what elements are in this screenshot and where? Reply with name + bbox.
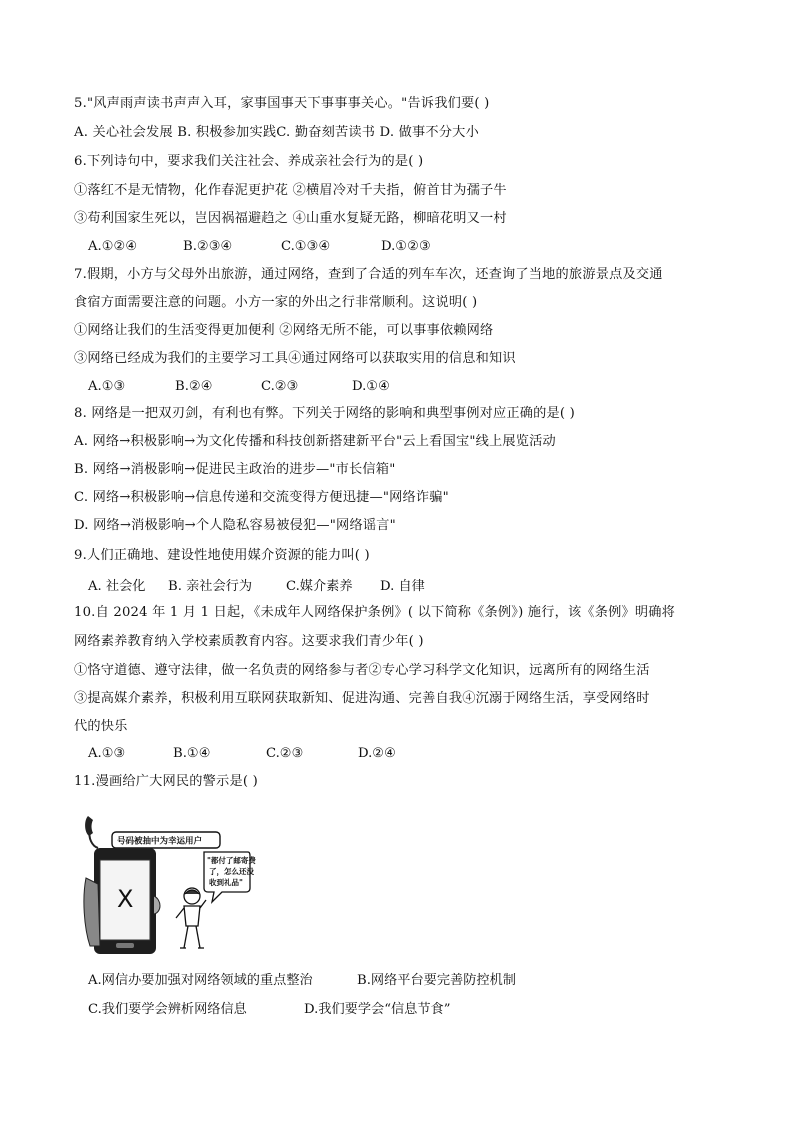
q8-stem: 8. 网络是一把双刃剑，有利也有弊。下列关于网络的影响和典型事例对应正确的是( ) bbox=[74, 406, 576, 421]
q8-option-c: C. 网络→积极影响→信息传递和交流变得方便迅捷—"网络诈骗" bbox=[74, 490, 449, 505]
q10-stem-2: 网络素养教育纳入学校素质教育内容。这要求我们青少年( ) bbox=[74, 634, 424, 649]
q9-option-a: A. 社会化 bbox=[88, 579, 146, 594]
q10-statements-2: ③提高媒介素养，积极利用互联网获取新知、促进沟通、完善自我④沉溺于网络生活，享受网络时 bbox=[74, 691, 650, 706]
q9-option-b: B. 亲社会行为 bbox=[168, 579, 253, 594]
q5-stem: 5."风声雨声读书声声入耳，家事国事天下事事事关心。"告诉我们要( ) bbox=[74, 96, 490, 111]
q10-stem-1: 10.自 2024 年 1 月 1 日起，《未成年人网络保护条例》( 以下简称《条例》) 施行，该《条例》明确将 bbox=[74, 605, 676, 620]
q10-statements-1: ①恪守道德、遵守法律，做一名负责的网络参与者②专心学习科学文化知识，远离所有的网络生活 bbox=[74, 663, 650, 678]
q6-statements-1: ①落红不是无情物，化作春泥更护花 ②横眉冷对千夫指，俯首甘为孺子牛 bbox=[74, 183, 507, 198]
q11-option-d: D.我们要学会“信息节食” bbox=[304, 1002, 451, 1017]
q11-option-c: C.我们要学会辨析网络信息 bbox=[88, 1002, 247, 1017]
q11-stem: 11.漫画给广大网民的警示是( ) bbox=[74, 774, 258, 789]
person-figure bbox=[176, 888, 206, 948]
q9-option-c: C.媒介素养 bbox=[286, 579, 353, 594]
q6-statements-2: ③苟利国家生死以，岂因祸福避趋之 ④山重水复疑无路，柳暗花明又一村 bbox=[74, 211, 507, 226]
q10-option-a: A.①③ bbox=[88, 746, 126, 761]
q6-option-d: D.①②③ bbox=[381, 239, 431, 254]
q8-option-b: B. 网络→消极影响→促进民主政治的进步—"市长信箱" bbox=[74, 462, 396, 477]
q8-option-a: A. 网络→积极影响→为文化传播和科技创新搭建新平台"云上看国宝"线上展览活动 bbox=[74, 434, 556, 449]
q6-option-b: B.②③④ bbox=[183, 239, 233, 254]
q7-option-c: C.②③ bbox=[261, 379, 299, 394]
q6-option-c: C.①③④ bbox=[281, 239, 331, 254]
q9-option-d: D. 自律 bbox=[380, 579, 425, 594]
screen-x-mark: X bbox=[117, 885, 134, 913]
q7-option-a: A.①③ bbox=[88, 379, 126, 394]
q10-statements-3: 代的快乐 bbox=[74, 719, 128, 734]
q11-option-a: A.网信办要加强对网络领域的重点整治 bbox=[88, 973, 313, 988]
q11-option-b: B.网络平台要完善防控机制 bbox=[357, 973, 516, 988]
q7-statements-1: ①网络让我们的生活变得更加便利 ②网络无所不能，可以事事依赖网络 bbox=[74, 323, 494, 338]
q7-stem-1: 7.假期，小方与父母外出旅游，通过网络，查到了合适的列车车次，还查询了当地的旅游景点及交通 bbox=[74, 267, 663, 282]
q8-option-d: D. 网络→消极影响→个人隐私容易被侵犯—"网络谣言" bbox=[74, 518, 396, 533]
cartoon-image bbox=[80, 808, 256, 958]
telephone-icon bbox=[85, 816, 98, 848]
q6-option-a: A.①②④ bbox=[88, 239, 138, 254]
q10-option-c: C.②③ bbox=[266, 746, 304, 761]
q6-stem: 6.下列诗句中，要求我们关注社会、养成亲社会行为的是( ) bbox=[74, 154, 424, 169]
q7-option-d: D.①④ bbox=[352, 379, 390, 394]
banner-text: 号码被抽中为幸运用户 bbox=[117, 836, 203, 847]
speech-line-1: "都付了邮寄费 bbox=[207, 856, 256, 865]
q10-option-b: B.①④ bbox=[173, 746, 211, 761]
speech-line-3: 收到礼品" bbox=[209, 878, 243, 887]
speech-line-2: 了，怎么还没 bbox=[209, 867, 254, 876]
q5-options: A. 关心社会发展 B. 积极参加实践C. 勤奋刻苦读书 D. 做事不分大小 bbox=[74, 125, 479, 140]
q9-stem: 9.人们正确地、建设性地使用媒介资源的能力叫( ) bbox=[74, 548, 370, 563]
q7-stem-2: 食宿方面需要注意的问题。小方一家的外出之行非常顺利。这说明( ) bbox=[74, 295, 478, 310]
q7-option-b: B.②④ bbox=[175, 379, 213, 394]
q10-option-d: D.②④ bbox=[358, 746, 396, 761]
q7-statements-2: ③网络已经成为我们的主要学习工具④通过网络可以获取实用的信息和知识 bbox=[74, 351, 516, 366]
